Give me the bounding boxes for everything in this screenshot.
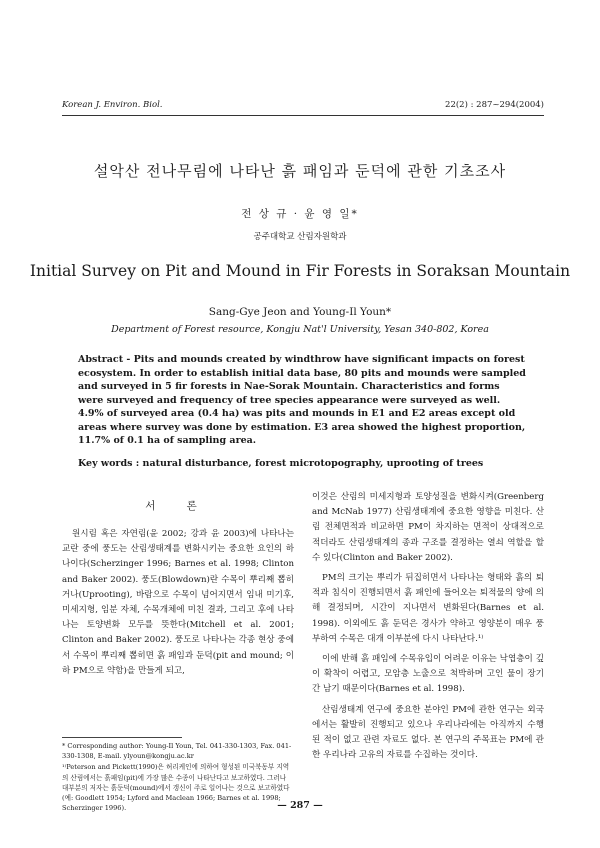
footnote-rule (62, 737, 182, 738)
english-title: Initial Survey on Pit and Mound in Fir Forests in Soraksan Mountain (29, 262, 571, 280)
paragraph: 이에 반해 흙 패임에 수목유입이 어려운 이유는 낙엽층이 깊이 확착이 어렵고, 모암층 노출으로 척박하며 고인 물이 장기간 남기 때문이다(Barnes et al. 1998). (312, 654, 544, 695)
left-body (62, 527, 294, 679)
section-title-introduction: 서 론 (145, 500, 211, 512)
abstract (78, 353, 526, 448)
header-rule (62, 115, 544, 116)
footnote-1: ¹⁾Peterson and Pickett(1990)은 허리케인에 의하여 형성된 미국북동부 지역의 산림에서는 흙패임(pit)에 가장 많은 수종이 나타난다고 보고하였다. 그러나 대부분의 저자는 흙둔덕(mound)에서 갱신이 주로 일어나는 것으로 보고하였다(예: Goodlett 1954; Lyford and Maclean 1966; Barnes et al. 1998; Scherzinger 1996). (62, 763, 290, 813)
right-column (312, 490, 544, 768)
running-header (62, 100, 544, 114)
english-affiliation: Department of Forest resource, Kongju Nat'l University, Yesan 340-802, Korea (111, 324, 489, 335)
footnote-corresponding: * Corresponding author: Young-Il Youn, Tel. 041-330-1303, Fax. 041-330-1308, E-mail. ylyoun@kongju.ac.kr (62, 742, 292, 761)
volume-info: 22(2) : 287~294(2004) (445, 100, 544, 110)
abstract-text: Abstract - Pits and mounds created by windthrow have significant impacts on forest ecosystem. In order to establish initial data base, 80 pits and mounds were sampled and surveyed in 5 fir forests in Nae-Sorak Mountain. Characteristics and forms were surveyed and frequency of tree species appearance were surveyed as well. 4.9% of surveyed area (0.4 ha) was pits and mounds in E1 and E2 areas except old areas where survey was done by estimation. E3 area showed the highest proportion, 11.7% of 0.1 ha of sampling area. (78, 354, 526, 446)
korean-affiliation: 공주대학교 산림자원학과 (253, 232, 347, 242)
keywords: Key words : natural disturbance, forest microtopography, uprooting of trees (78, 458, 484, 469)
korean-title: 설악산 전나무림에 나타난 흙 패임과 둔덕에 관한 기초조사 (93, 162, 507, 180)
right-body (312, 490, 544, 763)
english-authors: Sang-Gye Jeon and Young-Il Youn* (208, 306, 392, 318)
left-column (62, 498, 294, 684)
korean-authors: 전 상 규 · 윤 영 일* (241, 208, 359, 220)
paragraph: 이것은 산림의 미세지형과 토양성질을 변화시켜(Greenberg and McNab 1977) 산림생태계에 중요한 영향을 미친다. 산림 전체면적과 비교하면 PM이 차지하는 면적이 상대적으로 적더라도 산림생태계의 종과 구조를 결정하는 열쇠 역할을 할 수 있다(Clinton and Baker 2002). (312, 492, 544, 563)
paragraph: PM의 크기는 뿌리가 뒤집히면서 나타나는 형태와 흙의 퇴적과 침식이 진행되면서 흙 패인에 들어오는 퇴적물의 양에 의해 결정되며, 시간이 지나면서 변화된다(Barnes et al. 1998). 이외에도 흙 둔덕은 경사가 약하고 영양분이 매우 풍부하여 수목은 대개 이부분에 다시 나타난다.¹⁾ (312, 573, 544, 644)
paragraph: 원시림 혹은 자연림(윤 2002; 강과 윤 2003)에 나타나는 교란 중에 풍도는 산림생태계를 변화시키는 중요한 요인의 하나이다(Scherzinger 1996; Barnes et al. 1998; Clinton and Baker 2002). 풍도(Blowdown)란 수목이 뿌리째 뽑히거나(Uprooting), 바람으로 수목이 넘어지면서 임내 미기후, 미세지형, 임분 자체, 수목개체에 미친 결과, 그리고 후에 나타나는 토양변화 모두를 뜻한다(Mitchell et al. 2001; Clinton and Baker 2002). 풍도로 나타나는 각종 현상 중에서 수목이 뿌리째 뽑히면 흙 패임과 둔덕(pit and mound; 이하 PM으로 약함)을 만들게 되고, (62, 529, 294, 676)
journal-name: Korean J. Environ. Biol. (62, 100, 163, 110)
paragraph: 산림생태계 연구에 중요한 분야인 PM에 관한 연구는 외국에서는 활발히 진행되고 있으나 우리나라에는 아직까지 수행된 적이 없고 관련 자료도 없다. 본 연구의 주목표는 PM에 관한 우리나라 고유의 자료를 수집하는 것이다. (312, 704, 544, 761)
page-number: — 287 — (277, 800, 323, 811)
